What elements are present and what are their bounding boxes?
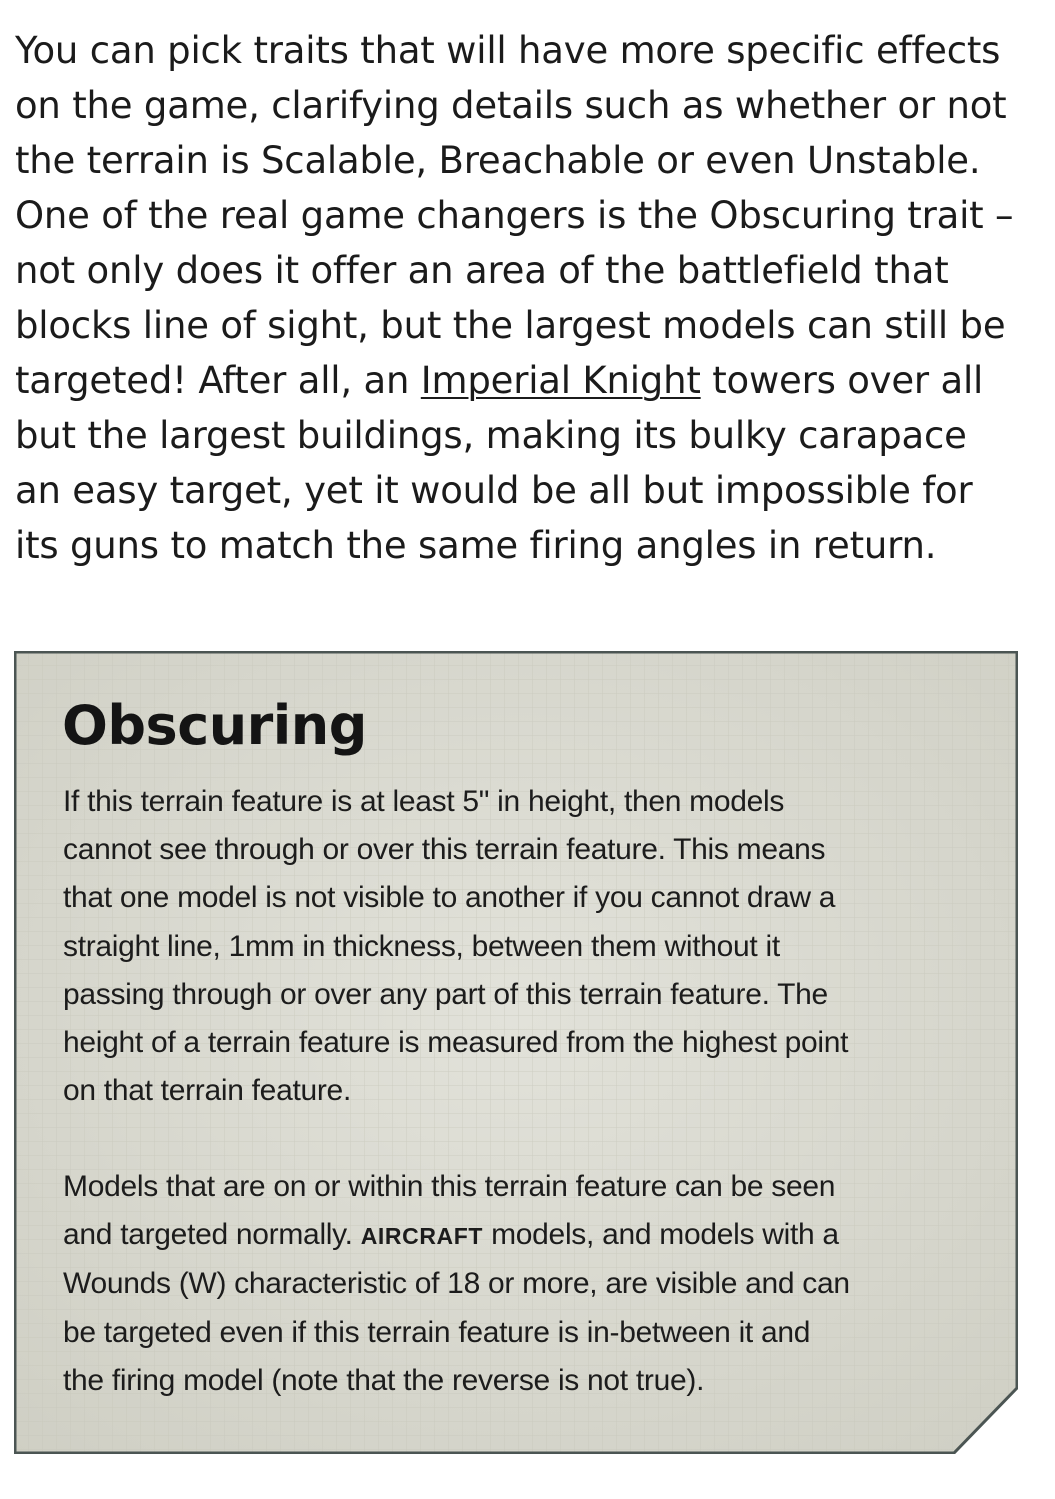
intro-line: blocks line of sight, but the largest models can still be [15,304,1006,347]
intro-line: its guns to match the same firing angles in return. [15,524,937,567]
intro-line: but the largest buildings, making its bulky carapace [15,414,967,457]
card-line: height of a terrain feature is measured from the highest point [63,1026,849,1060]
card-paragraph-2 [63,1163,850,1405]
card-line: Wounds (W) characteristic of 18 or more, are visible and can [63,1267,850,1301]
card-line: be targeted even if this terrain feature is in-between it and [63,1315,811,1349]
intro-paragraph [15,23,1040,573]
card-line-with-keyword [63,1211,850,1260]
obscuring-rule-card [14,651,1018,1454]
card-line: cannot see through or over this terrain feature. This means [63,833,826,867]
card-line: on that terrain feature. [63,1074,351,1108]
intro-line: You can pick traits that will have more specific effects [15,29,1001,72]
card-line: the firing model (note that the reverse is not true). [63,1363,705,1397]
aircraft-keyword: AIRCRAFT [360,1223,484,1250]
card-text: models, and models with a [483,1218,839,1252]
intro-line: not only does it offer an area of the battlefield that [15,249,949,292]
imperial-knight-link[interactable]: Imperial Knight [420,359,701,402]
intro-text: targeted! After all, an [15,359,421,402]
intro-line: on the game, clarifying details such as whether or not [15,84,1007,127]
card-line: straight line, 1mm in thickness, between them without it [63,929,780,963]
intro-line-with-link [15,353,1040,408]
card-line: If this terrain feature is at least 5" in height, then models [63,785,785,818]
card-line: passing through or over any part of this terrain feature. The [63,977,828,1011]
card-line: Models that are on or within this terrain feature can be seen [63,1170,836,1203]
card-paragraph-1 [63,778,848,1115]
card-text: and targeted normally. [63,1218,361,1252]
intro-text: towers over all [700,359,984,402]
intro-line: an easy target, yet it would be all but impossible for [15,469,973,512]
intro-line: the terrain is Scalable, Breachable or even Unstable. [15,139,981,182]
intro-line: One of the real game changers is the Obscuring trait – [15,194,1014,237]
card-line: that one model is not visible to another if you cannot draw a [63,881,836,915]
card-title: Obscuring [62,694,367,757]
